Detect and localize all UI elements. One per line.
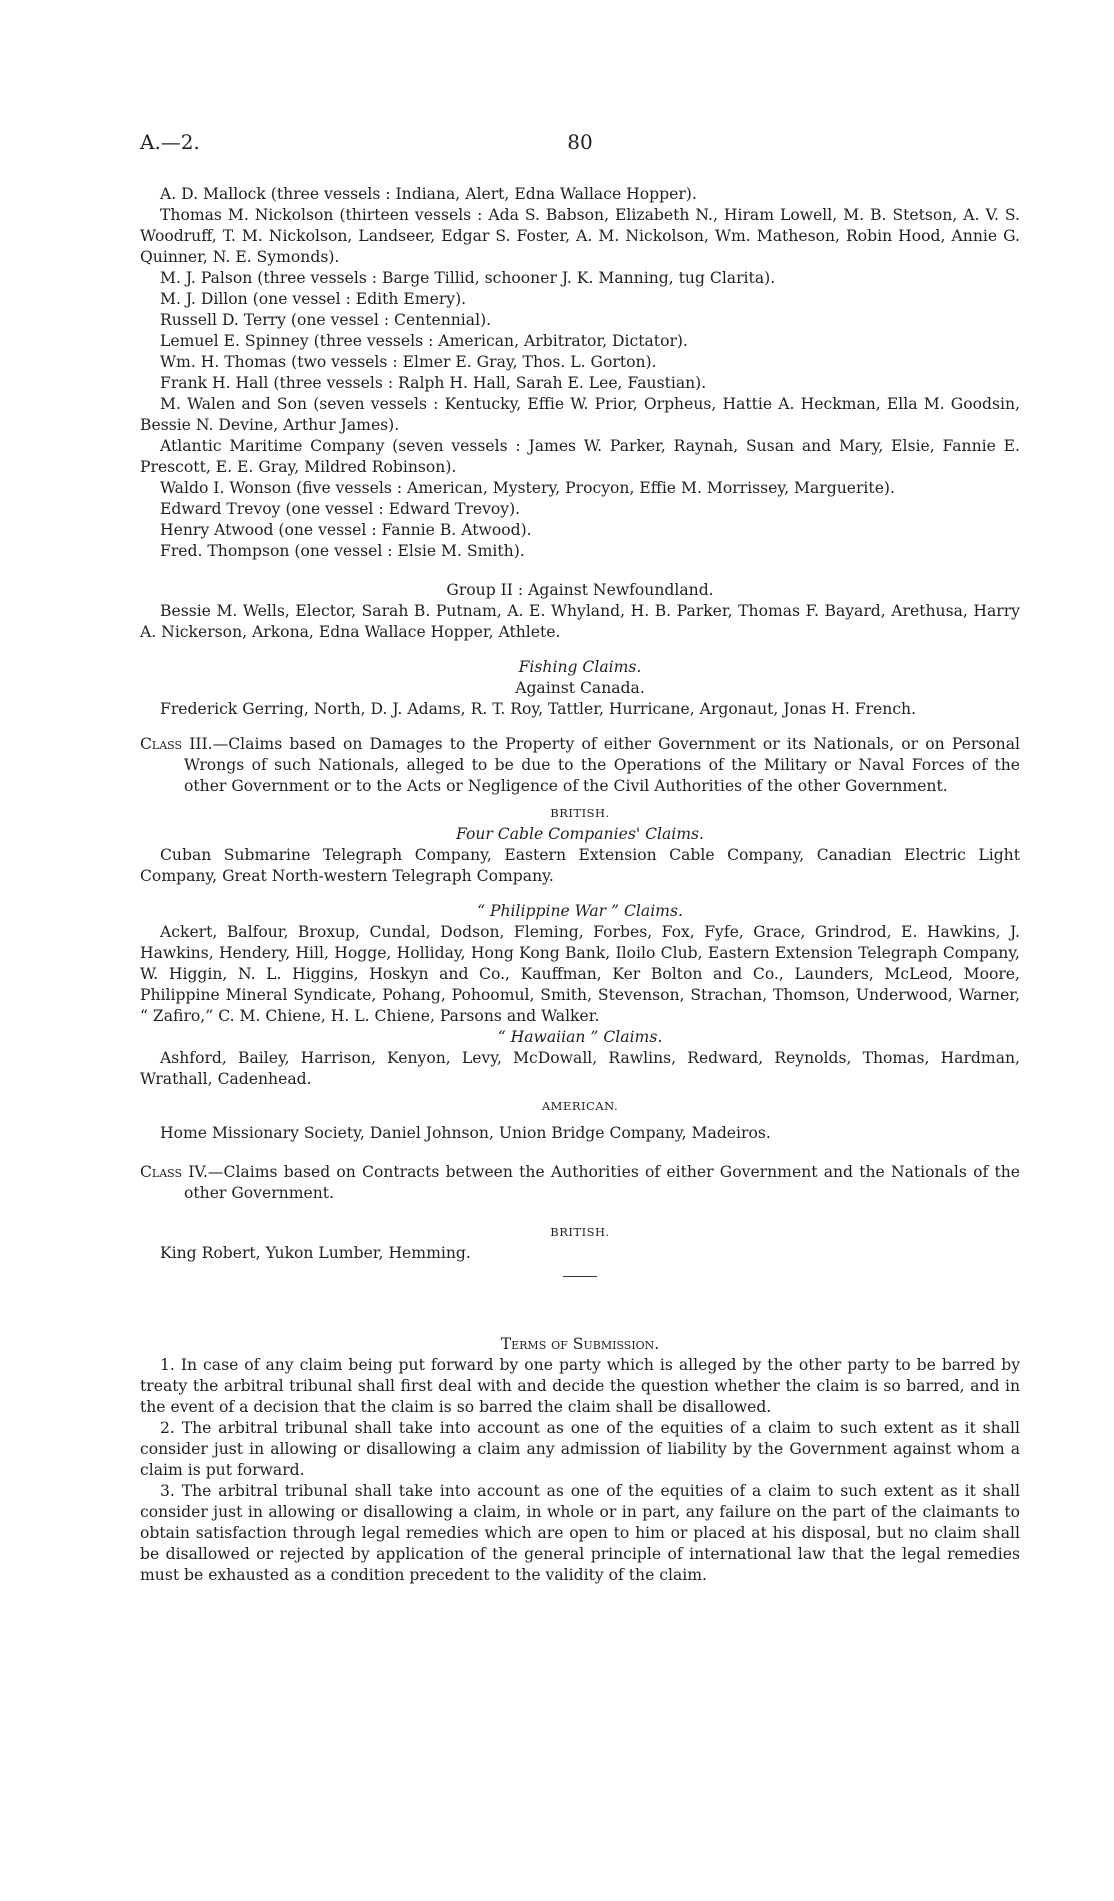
hawaiian-claims-heading: “ Hawaiian ” Claims. bbox=[497, 1028, 663, 1046]
claimant-entry: Waldo I. Wonson (five vessels : American, Mystery, Procyon, Effie M. Morrissey, Marguerite). bbox=[160, 479, 895, 497]
claimant-entry: M. J. Dillon (one vessel : Edith Emery). bbox=[160, 290, 467, 308]
claimant-entry: Edward Trevoy (one vessel : Edward Trevoy). bbox=[160, 500, 521, 518]
claimant-entry: Thomas M. Nickolson (thirteen vessels : Ada S. Babson, Elizabeth N., Hiram Lowell, M. B. Stetson, A. V. S. Woodruff, T. M. Nickolson, Landseer, Edgar S. Foster, A. M. Nickolson, Wm. Matheson, Robin Hood, Annie G. Quinner, N. E. Symonds). bbox=[140, 206, 1020, 266]
document-reference: A.—2. bbox=[140, 130, 200, 154]
class-3-text: —Claims based on Damages to the Property of either Government or its Nationals, or on Personal Wrongs of such Nationals, alleged to be due to the Operations of the Military or Naval Forces of the other Government or to the Acts or Negligence of the Civil Authorities of the other Government. bbox=[184, 735, 1021, 795]
american-claims-text: Home Missionary Society, Daniel Johnson, Union Bridge Company, Madeiros. bbox=[160, 1124, 771, 1142]
terms-of-submission-heading: Terms of Submission. bbox=[500, 1335, 660, 1353]
claimant-entry: Russell D. Terry (one vessel : Centennial). bbox=[160, 311, 492, 329]
cable-claims-heading: Four Cable Companies' Claims. bbox=[455, 825, 705, 843]
terms-item: 2. The arbitral tribunal shall take into account as one of the equities of a claim to such extent as it shall consider just in allowing or disallowing a claim any admission of liability by the Government against whom a claim is put forward. bbox=[140, 1419, 1020, 1479]
page-header bbox=[140, 130, 1020, 160]
claimant-entry: Henry Atwood (one vessel : Fannie B. Atwood). bbox=[160, 521, 532, 539]
terms-item: 3. The arbitral tribunal shall take into account as one of the equities of a claim to such extent as it shall consider just in allowing or disallowing a claim, in whole or in part, any failure on the part of the claimants to obtain satisfaction through legal remedies which are open to him or placed at his disposal, but no claim shall be disallowed or rejected by application of the general principle of international law that the legal remedies must be exhausted as a condition precedent to the validity of the claim. bbox=[140, 1482, 1020, 1584]
page-number: 80 bbox=[567, 130, 593, 154]
document-body bbox=[140, 184, 1020, 1586]
group-1-claimant-list bbox=[140, 184, 1020, 562]
claimant-entry: Frank H. Hall (three vessels : Ralph H. Hall, Sarah E. Lee, Faustian). bbox=[160, 374, 707, 392]
class-3-paragraph bbox=[140, 734, 1020, 797]
class-4-label: Class IV. bbox=[140, 1163, 208, 1181]
hawaiian-claims-text: Ashford, Bailey, Harrison, Kenyon, Levy, McDowall, Rawlins, Redward, Reynolds, Thomas, Hardman, Wrathall, Cadenhead. bbox=[140, 1049, 1020, 1088]
group-2-text: Bessie M. Wells, Elector, Sarah B. Putnam, A. E. Whyland, H. B. Parker, Thomas F. Bayard, Arethusa, Harry A. Nickerson, Arkona, Edna Wallace Hopper, Athlete. bbox=[140, 602, 1020, 641]
fishing-claims-subheading: Against Canada. bbox=[515, 679, 645, 697]
claimant-entry: M. J. Palson (three vessels : Barge Tillid, schooner J. K. Manning, tug Clarita). bbox=[160, 269, 776, 287]
class-4-british-label: BRITISH. bbox=[550, 1225, 610, 1239]
divider-rule bbox=[563, 1276, 597, 1277]
terms-item: 1. In case of any claim being put forward by one party which is alleged by the other party to be barred by treaty the arbitral tribunal shall first deal with and decide the question whether the claim is so barred, and in the event of a decision that the claim is so barred the claim shall be disallowed. bbox=[140, 1356, 1020, 1416]
claimant-entry: Lemuel E. Spinney (three vessels : American, Arbitrator, Dictator). bbox=[160, 332, 688, 350]
fishing-claims-text: Frederick Gerring, North, D. J. Adams, R. T. Roy, Tattler, Hurricane, Argonaut, Jonas H. French. bbox=[160, 700, 917, 718]
claimant-entry: M. Walen and Son (seven vessels : Kentucky, Effie W. Prior, Orpheus, Hattie A. Heckman, Ella M. Goodsin, Bessie N. Devine, Arthur James). bbox=[140, 395, 1020, 434]
claimant-entry: Fred. Thompson (one vessel : Elsie M. Smith). bbox=[160, 542, 525, 560]
class-3-british-label: BRITISH. bbox=[550, 806, 610, 820]
philippine-claims-text: Ackert, Balfour, Broxup, Cundal, Dodson, Fleming, Forbes, Fox, Fyfe, Grace, Grindrod, E. Hawkins, J. Hawkins, Hendery, Hill, Hogge, Holliday, Hong Kong Bank, Iloilo Club, Eastern Extension Telegraph Company, W. Higgin, N. L. Higgins, Hoskyn and Co., Kauffman, Ker Bolton and Co., Launders, McLeod, Moore, Philippine Mineral Syndicate, Pohang, Pohoomul, Smith, Stevenson, Strachan, Thomson, Underwood, Warner, “ Zafiro,” C. M. Chiene, H. L. Chiene, Parsons and Walker. bbox=[140, 923, 1020, 1025]
section-divider bbox=[140, 1276, 1020, 1316]
class-3-label: Class III. bbox=[140, 735, 213, 753]
cable-claims-text: Cuban Submarine Telegraph Company, Eastern Extension Cable Company, Canadian Electric Light Company, Great North-western Telegraph Company. bbox=[140, 846, 1020, 885]
class-4-british-text: King Robert, Yukon Lumber, Hemming. bbox=[160, 1244, 471, 1262]
claimant-entry: A. D. Mallock (three vessels : Indiana, Alert, Edna Wallace Hopper). bbox=[160, 185, 697, 203]
claimant-entry: Atlantic Maritime Company (seven vessels : James W. Parker, Raynah, Susan and Mary, Elsie, Fannie E. Prescott, E. E. Gray, Mildred Robinson). bbox=[140, 437, 1020, 476]
class-4-paragraph bbox=[140, 1162, 1020, 1204]
class-4-text: —Claims based on Contracts between the Authorities of either Government and the Nationals of the other Government. bbox=[184, 1163, 1020, 1202]
fishing-claims-heading: Fishing Claims. bbox=[518, 658, 642, 676]
claimant-entry: Wm. H. Thomas (two vessels : Elmer E. Gray, Thos. L. Gorton). bbox=[160, 353, 657, 371]
group-2-heading: Group II : Against Newfoundland. bbox=[446, 581, 714, 599]
american-label: AMERICAN. bbox=[541, 1099, 619, 1113]
philippine-claims-heading: “ Philippine War ” Claims. bbox=[477, 902, 683, 920]
